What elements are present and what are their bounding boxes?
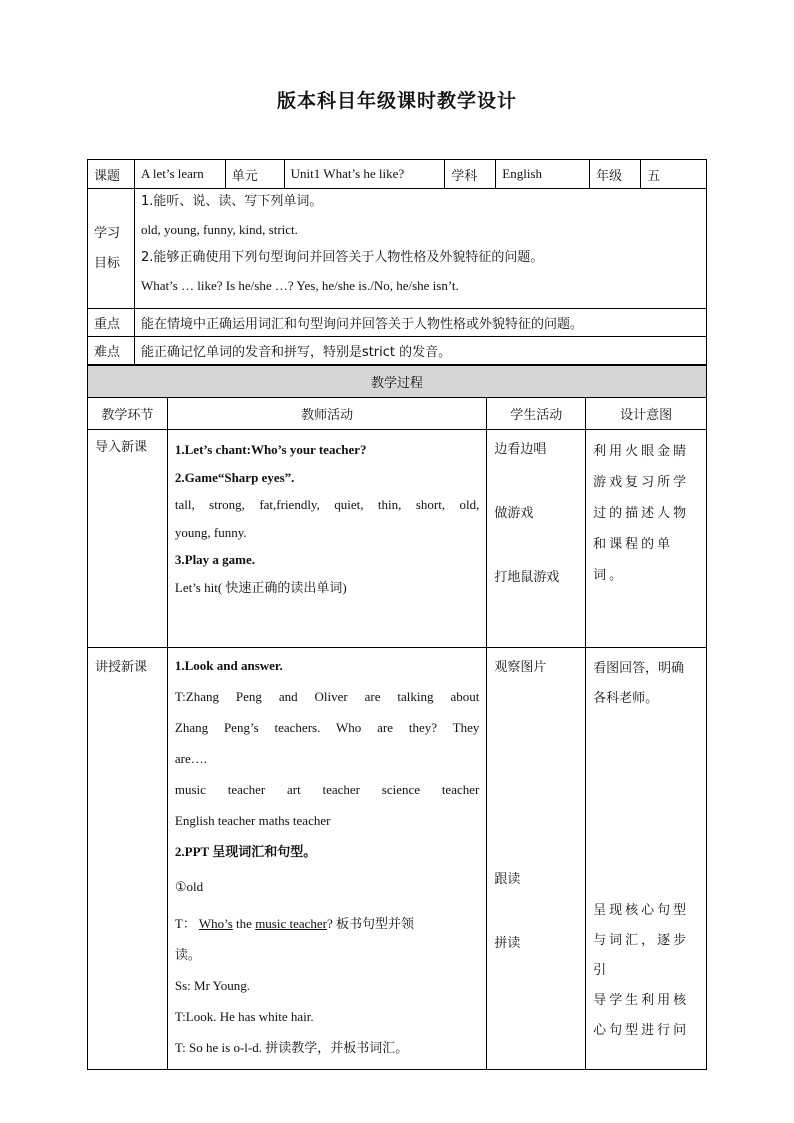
student-activity-intro bbox=[487, 430, 586, 648]
teacher-line: T:Zhang Peng and Oliver are talking about bbox=[174, 689, 480, 704]
key-point-row bbox=[88, 309, 707, 337]
teacher-line: 2.Game“Sharp eyes”. bbox=[174, 469, 295, 485]
header-row bbox=[88, 160, 707, 189]
intent-line: 各科老师。 bbox=[593, 691, 659, 706]
student-line: 拼读 bbox=[494, 936, 521, 951]
subject-label: 学科 bbox=[445, 160, 496, 189]
grade-value: 五 bbox=[641, 160, 707, 189]
process-columns-row bbox=[88, 398, 707, 430]
teaching-process-table bbox=[87, 365, 707, 1070]
word-the: the bbox=[236, 916, 252, 931]
teacher-line: 2.PPT 呈现词汇和句型。 bbox=[174, 844, 317, 859]
teacher-line: 3.Play a game. bbox=[174, 552, 256, 567]
objectives-row bbox=[88, 189, 707, 309]
topic-label: 课题 bbox=[88, 160, 135, 189]
key-point-label: 重点 bbox=[88, 309, 135, 337]
topic-value: A let’s learn bbox=[134, 160, 225, 189]
lesson-info-table bbox=[87, 159, 707, 365]
objective-line-3: 2.能够正确使用下列句型询问并回答关于人物性格及外貌特征的问题。 bbox=[140, 250, 544, 265]
objective-line-4: What’s … like? Is he/she …? Yes, he/she is./No, he/she isn’t. bbox=[140, 278, 459, 293]
teacher-line: Zhang Peng’s teachers. Who are they? They bbox=[174, 720, 480, 735]
objectives-label-line2: 目标 bbox=[94, 255, 121, 271]
intent-line: 游戏复习所学 bbox=[593, 475, 690, 490]
intent-line: 和课程的单词。 bbox=[593, 537, 674, 583]
student-line: 观察图片 bbox=[494, 660, 547, 675]
teacher-line: tall, strong, fat,friendly, quiet, thin, short, old, bbox=[174, 497, 480, 512]
column-stage: 教学环节 bbox=[88, 398, 168, 430]
teacher-line-rest: ? 板书句型并领 bbox=[327, 916, 415, 931]
student-line: 打地鼠游戏 bbox=[494, 570, 560, 585]
intent-line: 过的描述人物 bbox=[593, 506, 690, 521]
intent-line: 看图回答，明确 bbox=[593, 661, 685, 676]
teacher-line: are…. bbox=[174, 751, 207, 766]
subject-value: English bbox=[496, 160, 590, 189]
objectives-content bbox=[134, 189, 706, 309]
teacher-line bbox=[175, 908, 479, 939]
process-row-new-lesson bbox=[88, 648, 707, 1070]
teacher-line: music teacher art teacher science teacher bbox=[174, 782, 480, 797]
stage-new-lesson: 讲授新课 bbox=[88, 648, 168, 1070]
teacher-activity-intro bbox=[167, 430, 486, 648]
teacher-line: T: So he is o-l-d. 拼读教学，并板书词汇。 bbox=[174, 1040, 409, 1055]
intent-line: 与词汇，逐步引 bbox=[593, 933, 690, 978]
intent-line: 导学生利用核 bbox=[593, 993, 690, 1008]
design-intent-new-lesson bbox=[586, 648, 707, 1070]
objective-line-1: 1.能听、说、读、写下列单词。 bbox=[140, 194, 323, 209]
teacher-line: 1.Look and answer. bbox=[174, 658, 283, 673]
unit-label: 单元 bbox=[225, 160, 284, 189]
unit-value: Unit1 What’s he like? bbox=[284, 160, 445, 189]
underlined-music-teacher: music teacher bbox=[255, 916, 328, 931]
page-title: 版本科目年级课时教学设计 bbox=[276, 90, 517, 112]
stage-intro: 导入新课 bbox=[88, 430, 168, 648]
key-point-text: 能在情境中正确运用词汇和句型询问并回答关于人物性格或外貌特征的问题。 bbox=[134, 309, 706, 337]
difficulty-row bbox=[88, 337, 707, 365]
teacher-line: Let’s hit( 快速正确的读出单词) bbox=[174, 579, 347, 595]
teacher-line: English teacher maths teacher bbox=[174, 813, 331, 828]
teacher-line: T:Look. He has white hair. bbox=[174, 1009, 314, 1024]
teacher-line: young, funny. bbox=[174, 524, 247, 540]
column-teacher: 教师活动 bbox=[167, 398, 486, 430]
underlined-who: Who’s bbox=[198, 916, 233, 931]
teacher-line: ①old bbox=[174, 879, 204, 894]
teacher-line: 读。 bbox=[174, 947, 201, 962]
objective-line-2: old, young, funny, kind, strict. bbox=[140, 222, 298, 237]
column-student: 学生活动 bbox=[487, 398, 586, 430]
intent-line: 心句型进行问 bbox=[593, 1023, 690, 1038]
student-line: 跟读 bbox=[494, 872, 521, 887]
teacher-prefix: T： bbox=[174, 916, 196, 931]
column-intent: 设计意图 bbox=[586, 398, 707, 430]
intent-line: 利用火眼金睛 bbox=[593, 444, 690, 459]
student-line: 做游戏 bbox=[494, 506, 534, 521]
student-activity-new-lesson bbox=[487, 648, 586, 1070]
objectives-label-line1: 学习 bbox=[94, 225, 121, 241]
objectives-label bbox=[88, 189, 135, 309]
teacher-line: 1.Let’s chant:Who’s your teacher? bbox=[174, 442, 367, 457]
process-heading: 教学过程 bbox=[88, 366, 707, 398]
grade-label: 年级 bbox=[590, 160, 641, 189]
teacher-line: Ss: Mr Young. bbox=[174, 978, 251, 993]
process-row-intro bbox=[88, 430, 707, 648]
difficulty-text: 能正确记忆单词的发音和拼写，特别是strict 的发音。 bbox=[134, 337, 706, 365]
intent-line: 呈现核心句型 bbox=[593, 903, 690, 918]
difficulty-label: 难点 bbox=[88, 337, 135, 365]
teacher-activity-new-lesson bbox=[167, 648, 486, 1070]
process-heading-row bbox=[88, 366, 707, 398]
design-intent-intro bbox=[586, 430, 707, 648]
student-line: 边看边唱 bbox=[494, 442, 547, 457]
